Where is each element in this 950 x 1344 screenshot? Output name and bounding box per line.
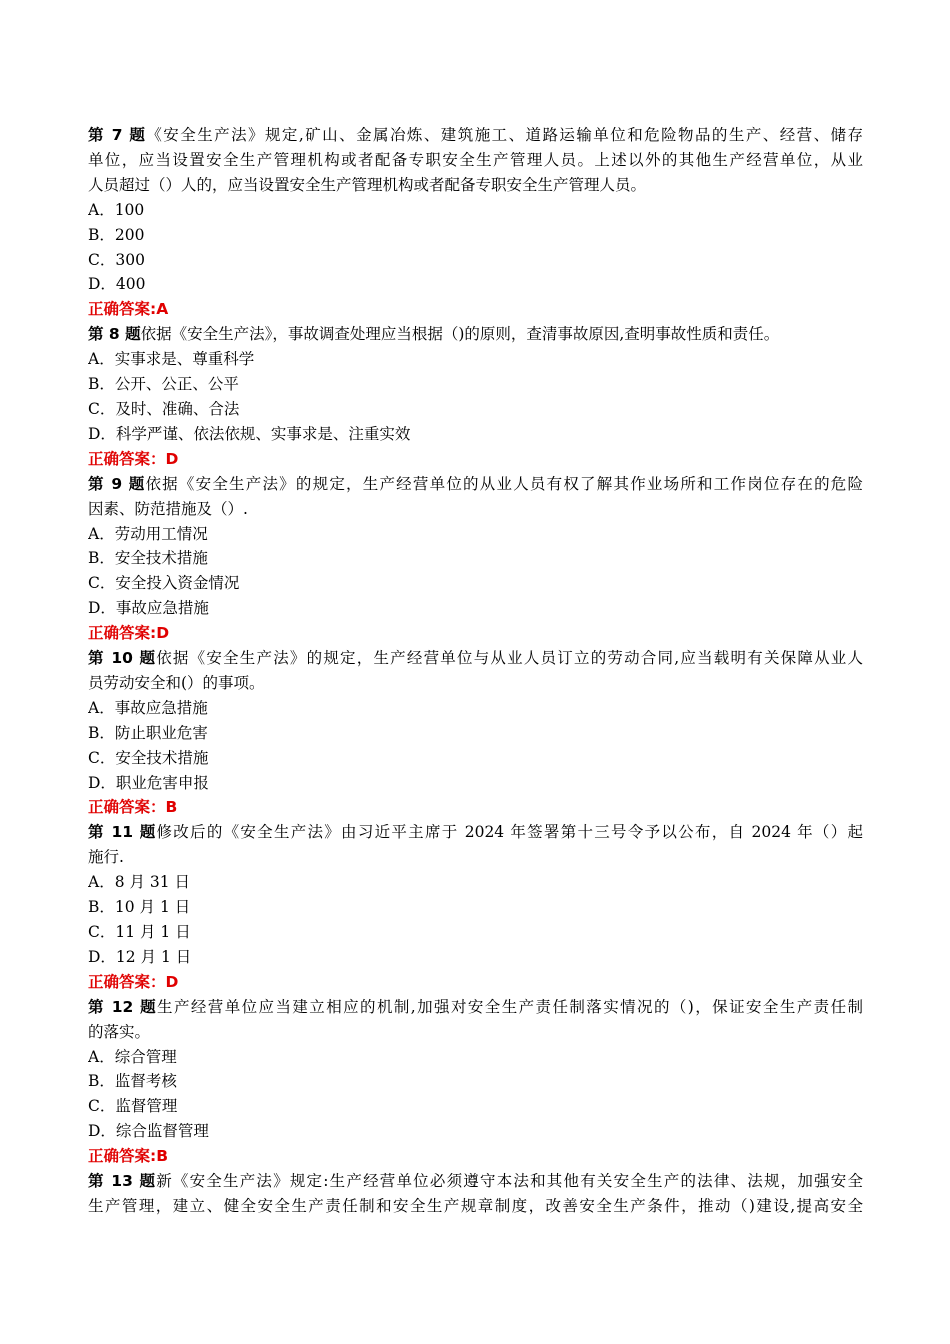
correct-answer: 正确答案：B: [88, 798, 178, 817]
question-text-line: 人员超过（）人的，应当设置安全生产管理机构或者配备专职安全生产管理人员。: [88, 175, 647, 194]
option-d: D．400: [88, 275, 146, 294]
question-text-line: 第 7 题《安全生产法》规定,矿山、金属冶炼、建筑施工、道路运输单位和危险物品的生产、经营、储存: [88, 126, 863, 144]
question-7: [88, 123, 863, 322]
option-c: C．300: [88, 250, 145, 269]
correct-answer: 正确答案：D: [88, 972, 179, 991]
correct-answer: 正确答案:D: [88, 624, 170, 643]
option-c: C．及时、准确、合法: [88, 399, 240, 418]
option-d: D．科学严谨、依法依规、实事求是、注重实效: [88, 424, 411, 443]
option-c: C．11 月 1 日: [88, 923, 191, 941]
question-text-line: 员劳动安全和(）的事项。: [88, 673, 265, 692]
question-text-line: 第 9 题依据《安全生产法》的规定，生产经营单位的从业人员有权了解其作业场所和工作岗位存在的危险: [88, 474, 863, 493]
option-c: C．安全技术措施: [88, 748, 209, 767]
question-text-line: 第 8 题依据《安全生产法》，事故调查处理应当根据（)的原则，查清事故原因,查明事故性质和责任。: [88, 325, 780, 344]
option-b: B．公开、公正、公平: [88, 375, 239, 394]
question-number: 第 8 题: [88, 325, 141, 344]
question-12: [88, 995, 863, 1169]
question-number: 第 10 题: [88, 649, 157, 668]
question-10: [88, 646, 863, 820]
question-8: [88, 322, 863, 471]
option-b: B．安全技术措施: [88, 549, 208, 568]
question-text-line: 的落实。: [88, 1022, 151, 1041]
question-text-line: 第 13 题新《安全生产法》规定:生产经营单位必须遵守本法和其他有关安全生产的法律、法规，加强安全: [88, 1172, 863, 1191]
question-text-line: 生产管理，建立、健全安全生产责任制和安全生产规章制度，改善安全生产条件，推动（)建设,提高安全: [88, 1196, 863, 1215]
option-d: D．事故应急措施: [88, 599, 209, 618]
question-number: 第 13 题: [88, 1172, 157, 1191]
question-number: 第 7 题: [88, 126, 147, 144]
question-9: [88, 472, 863, 646]
correct-answer: 正确答案:A: [88, 300, 169, 319]
question-11: [88, 820, 863, 994]
option-d: D．12 月 1 日: [88, 947, 192, 966]
question-text-line: 施行.: [88, 848, 124, 867]
option-a: A．100: [88, 200, 145, 219]
option-c: C．监督管理: [88, 1097, 178, 1116]
question-text-line: 第 11 题修改后的《安全生产法》由习近平主席于 2024 年签署第十三号令予以公布，自 2024 年（）起: [88, 823, 863, 842]
question-text-line: 第 12 题生产经营单位应当建立相应的机制,加强对安全生产责任制落实情况的（)，保证安全生产责任制: [88, 997, 863, 1016]
exam-document: [88, 123, 863, 1219]
question-text-line: 因素、防范措施及（）.: [88, 499, 248, 518]
question-text-line: 单位，应当设置安全生产管理机构或者配备专职安全生产管理人员。上述以外的其他生产经营单位，从业: [88, 150, 863, 169]
option-d: D．职业危害申报: [88, 773, 209, 792]
correct-answer: 正确答案:B: [88, 1147, 169, 1166]
question-number: 第 11 题: [88, 823, 157, 842]
question-text-line: 第 10 题依据《安全生产法》的规定，生产经营单位与从业人员订立的劳动合同,应当载明有关保障从业人: [88, 649, 863, 668]
question-number: 第 12 题: [88, 997, 158, 1016]
option-a: A．劳动用工情况: [88, 524, 208, 543]
question-13: [88, 1169, 863, 1219]
option-a: A．实事求是、尊重科学: [88, 350, 255, 369]
option-c: C．安全投入资金情况: [88, 574, 240, 593]
option-b: B．200: [88, 225, 145, 244]
option-a: A．综合管理: [88, 1047, 177, 1066]
correct-answer: 正确答案：D: [88, 449, 179, 468]
option-b: B．10 月 1 日: [88, 898, 191, 917]
question-number: 第 9 题: [88, 474, 146, 493]
option-a: A．事故应急措施: [88, 698, 208, 717]
option-d: D．综合监督管理: [88, 1122, 209, 1141]
option-b: B．防止职业危害: [88, 723, 208, 742]
option-a: A．8 月 31 日: [88, 873, 191, 892]
option-b: B．监督考核: [88, 1072, 177, 1091]
